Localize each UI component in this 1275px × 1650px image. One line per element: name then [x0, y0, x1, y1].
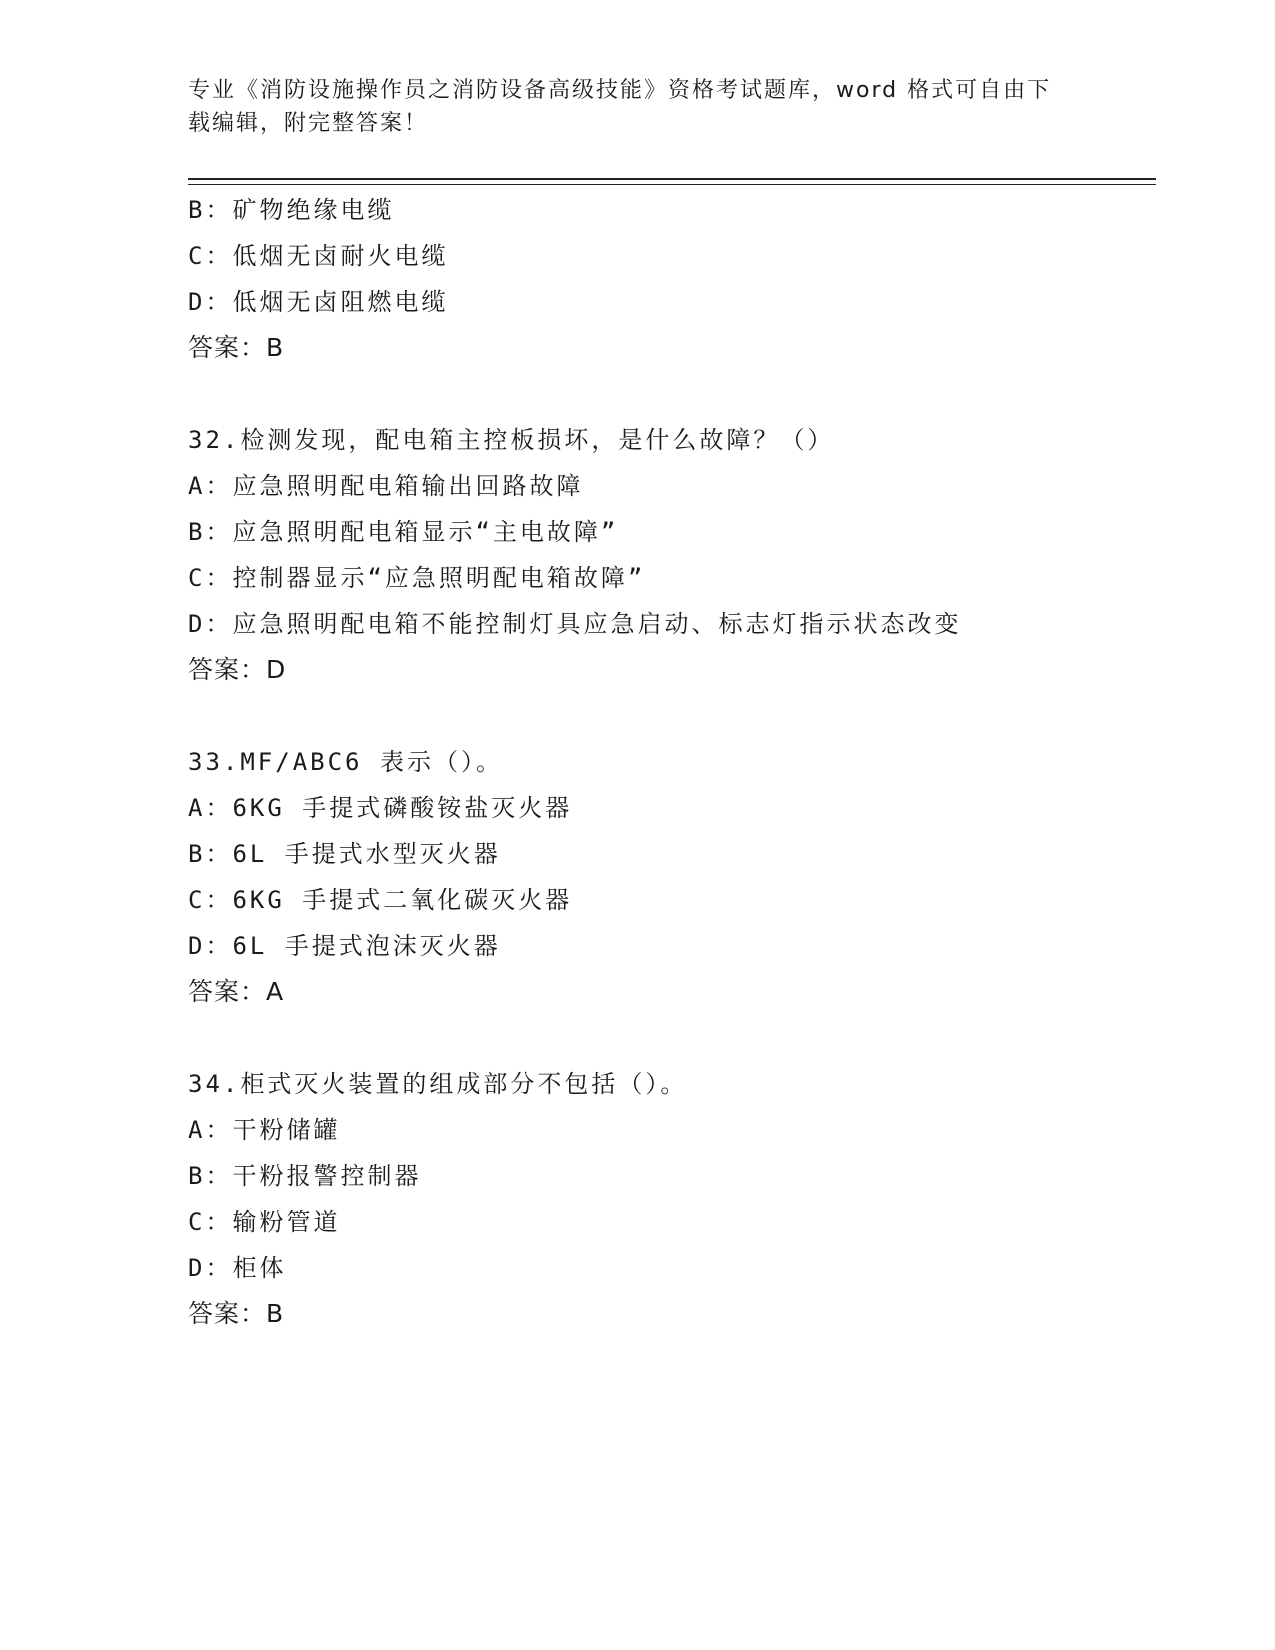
- question-32: [188, 417, 1148, 693]
- header-line-1: 专业《消防设施操作员之消防设备高级技能》资格考试题库，word 格式可自由下: [188, 78, 1052, 103]
- option-b: B：干粉报警控制器: [188, 1162, 422, 1190]
- option-a: A：6KG 手提式磷酸铵盐灭火器: [188, 794, 573, 822]
- option-a: A：干粉储罐: [188, 1116, 341, 1144]
- option-c: C：6KG 手提式二氧化碳灭火器: [188, 886, 573, 914]
- option-c: C：控制器显示“应急照明配电箱故障”: [188, 564, 646, 592]
- option-b: B：矿物绝缘电缆: [188, 196, 395, 224]
- option-a: A：应急照明配电箱输出回路故障: [188, 472, 584, 500]
- header-line-2: 载编辑，附完整答案！: [188, 111, 429, 136]
- question-stem: 34.柜式灭火装置的组成部分不包括（）。: [188, 1070, 688, 1098]
- answer-line: 答案：B: [188, 1299, 285, 1328]
- page-header: [188, 74, 1068, 140]
- question-stem: 33.MF/ABC6 表示（）。: [188, 748, 503, 776]
- answer-line: 答案：B: [188, 333, 285, 362]
- answer-line: 答案：A: [188, 977, 285, 1006]
- question-33: [188, 739, 1148, 1015]
- option-d: D：6L 手提式泡沫灭火器: [188, 932, 501, 960]
- option-d: D：应急照明配电箱不能控制灯具应急启动、标志灯指示状态改变: [188, 610, 962, 638]
- question-content: [188, 187, 1148, 1337]
- answer-line: 答案：D: [188, 655, 287, 684]
- question-34: [188, 1061, 1148, 1337]
- option-c: C：低烟无卤耐火电缆: [188, 242, 449, 270]
- question-stem: 32.检测发现，配电箱主控板损坏，是什么故障？（）: [188, 426, 835, 454]
- header-divider: [188, 178, 1156, 185]
- option-d: D：低烟无卤阻燃电缆: [188, 288, 449, 316]
- option-b: B：6L 手提式水型灭火器: [188, 840, 501, 868]
- option-b: B：应急照明配电箱显示“主电故障”: [188, 518, 619, 546]
- option-d: D：柜体: [188, 1254, 287, 1282]
- option-c: C：输粉管道: [188, 1208, 341, 1236]
- previous-question-tail: [188, 187, 1148, 371]
